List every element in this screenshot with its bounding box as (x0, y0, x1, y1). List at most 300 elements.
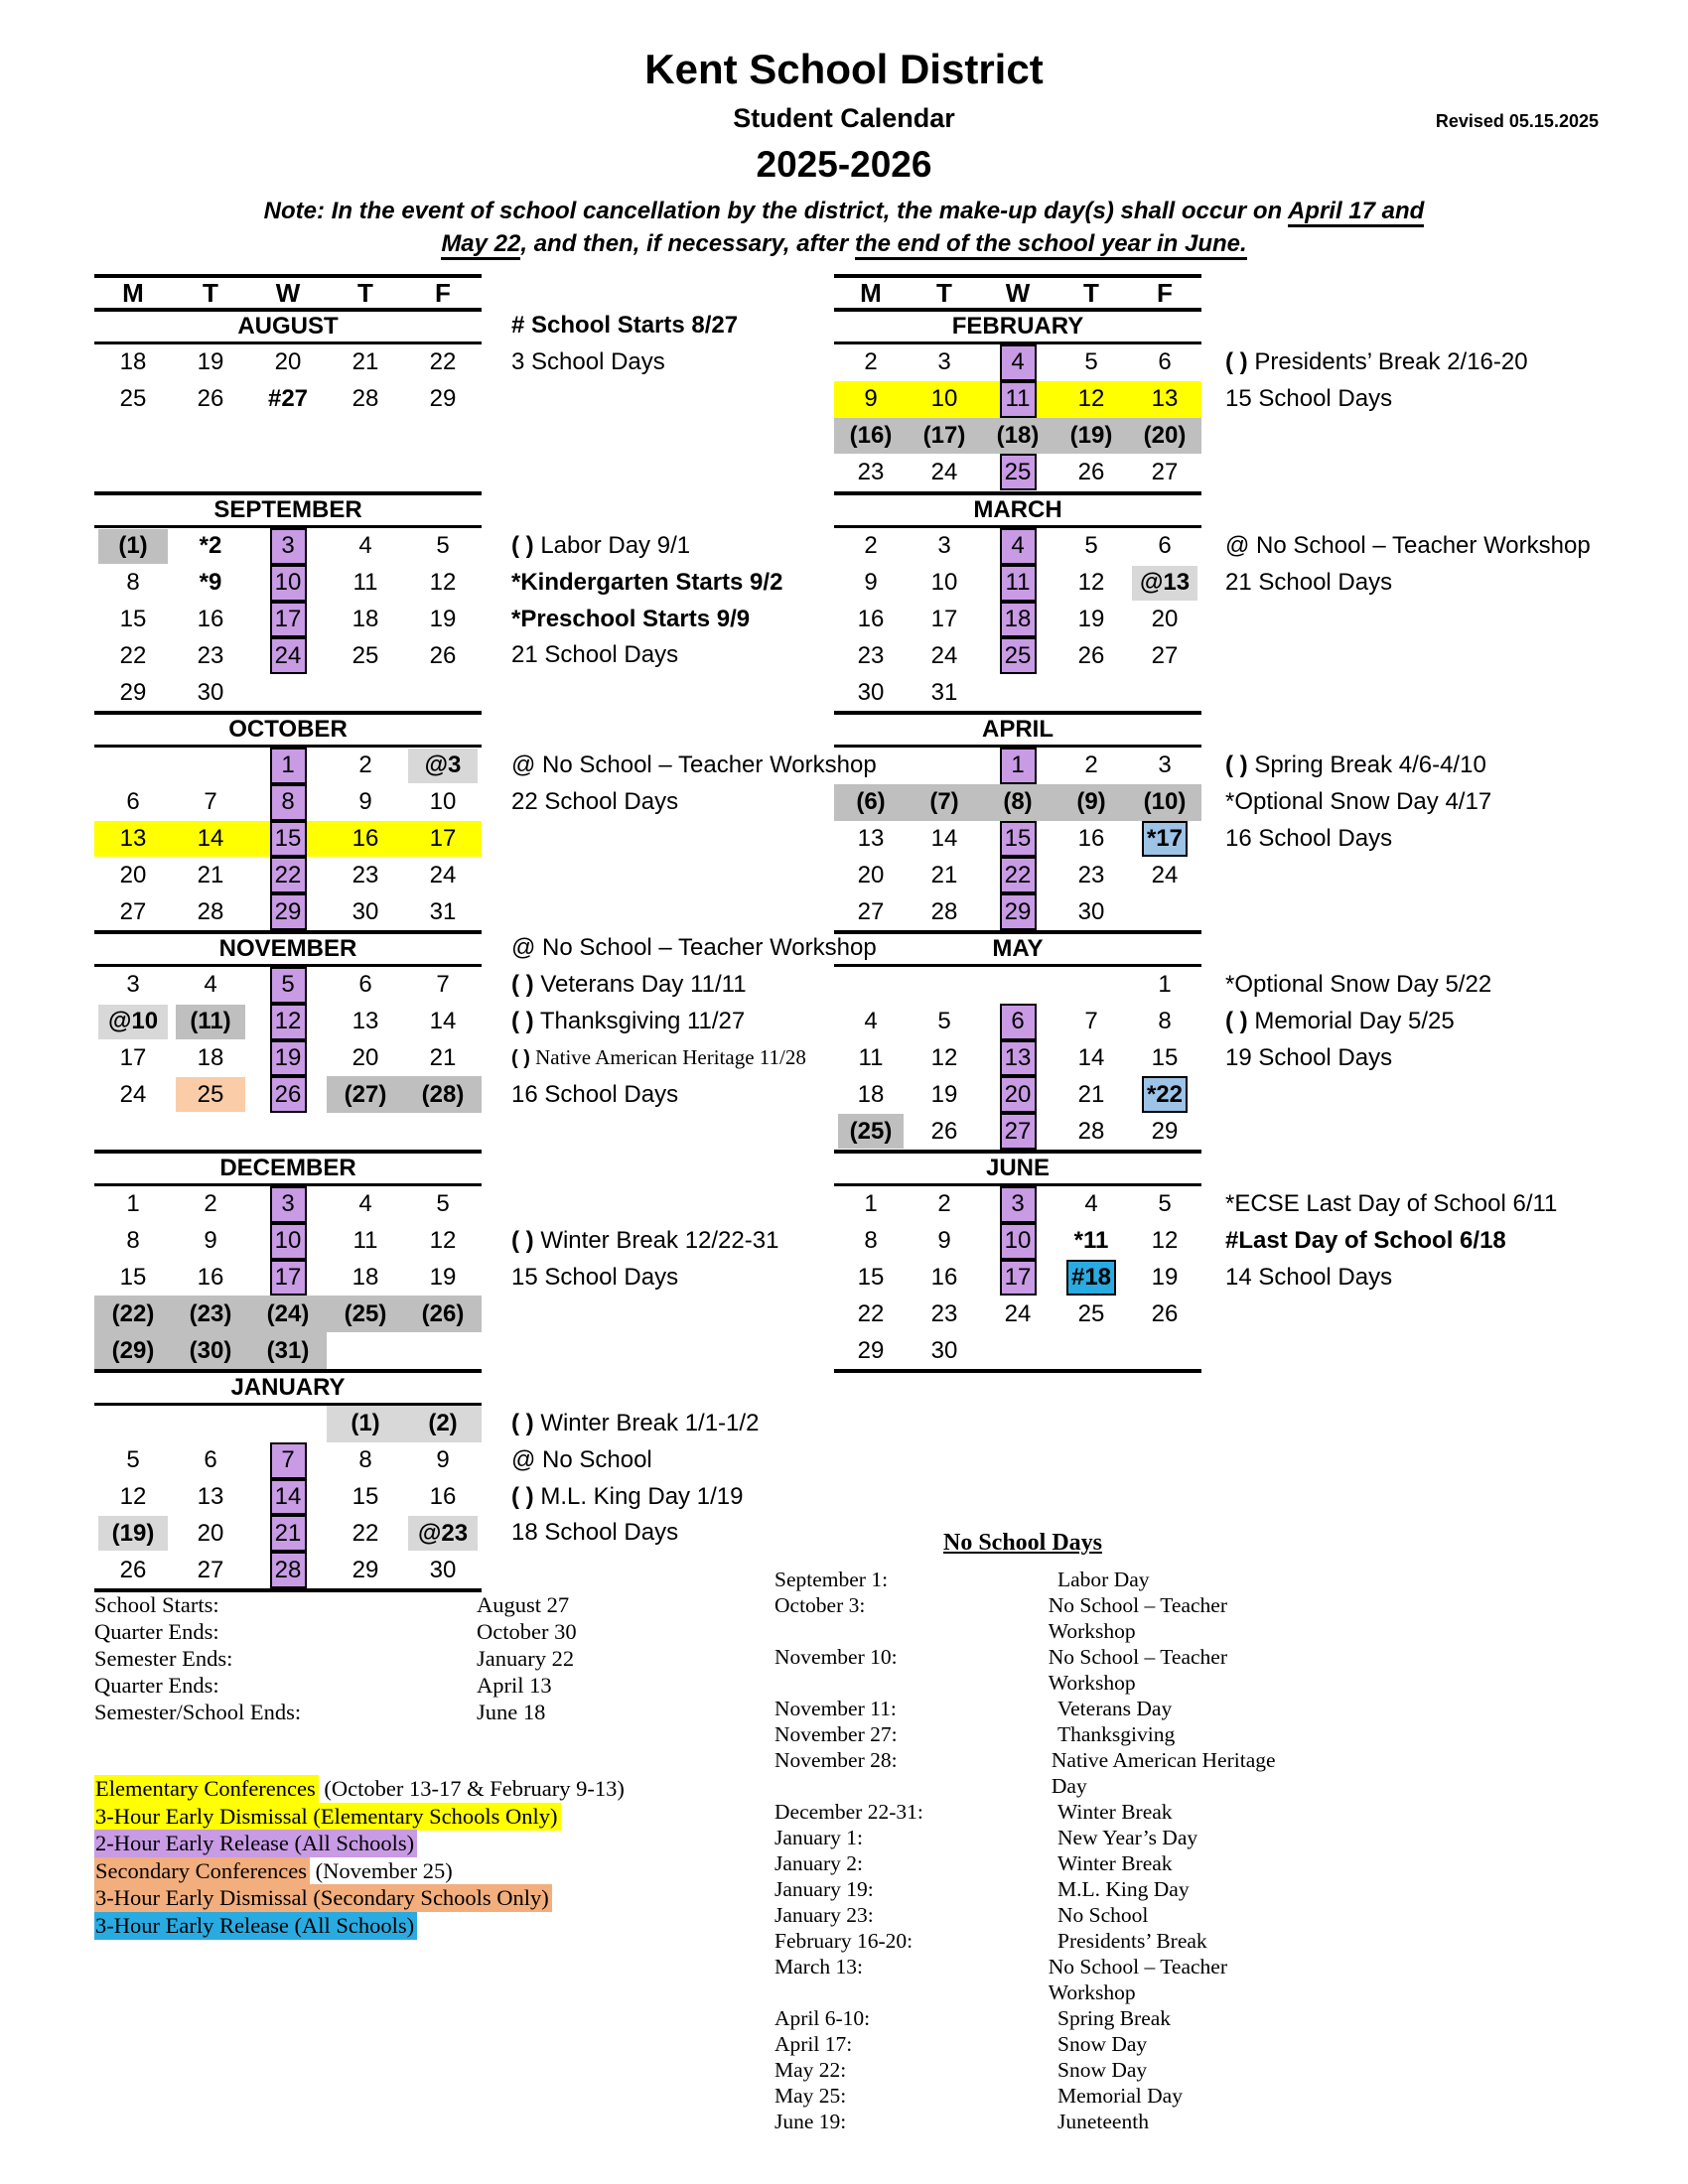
day-cell (1055, 1296, 1128, 1332)
day-cell (908, 418, 981, 455)
day-cell (327, 381, 404, 418)
no-school-date: March 13: (774, 1955, 863, 1979)
day-number: 7 (1084, 1008, 1098, 1035)
month-title: FEBRUARY (834, 308, 1201, 344)
month-note: 21 School Days (1225, 568, 1393, 596)
week-row (834, 1296, 1201, 1332)
no-school-date: February 16-20: (774, 1929, 914, 1953)
no-school-date: January 1: (774, 1826, 863, 1849)
day-number: 20 (197, 1519, 224, 1547)
day-cell (249, 1406, 327, 1442)
day-cell (1055, 967, 1128, 1004)
key-date-label: Quarter Ends: (94, 1619, 219, 1644)
day-cell (327, 967, 404, 1004)
day-cell (1128, 1296, 1201, 1332)
day-number: *11 (1073, 1227, 1109, 1255)
day-number: 20 (352, 1043, 379, 1071)
month-note: *ECSE Last Day of School 6/11 (1225, 1190, 1558, 1217)
day-number: 7 (204, 788, 217, 816)
week-row (834, 967, 1201, 1004)
note-rest: Presidents’ Break 2/16-20 (1247, 348, 1528, 375)
day-cell (172, 1515, 249, 1552)
day-cell (327, 637, 404, 674)
highlight-chip: *22 (1142, 1076, 1188, 1113)
month-notes (511, 930, 877, 1150)
day-cell (1128, 454, 1201, 490)
day-cell (908, 1186, 981, 1223)
underlined-text: May 22 (441, 230, 520, 260)
day-cell (834, 1076, 908, 1113)
day-cell (327, 1076, 404, 1113)
no-school-date: January 23: (774, 1903, 874, 1927)
day-number: 30 (930, 1336, 958, 1364)
day-cell (94, 821, 172, 858)
key-date-label: Quarter Ends: (94, 1673, 219, 1698)
highlight-chip: 17 (270, 602, 307, 638)
legend-item (94, 1775, 774, 1803)
day-cell (834, 1004, 908, 1040)
day-cell (1055, 1076, 1128, 1113)
month-september (94, 491, 834, 711)
key-date-value: October 30 (477, 1619, 577, 1644)
day-number: 22 (429, 348, 457, 376)
day-number: 18 (857, 1080, 885, 1108)
day-number: 22 (857, 1299, 885, 1327)
week-row (834, 821, 1201, 858)
week-row (834, 344, 1201, 381)
day-cell (249, 1515, 327, 1552)
day-number: 2 (864, 348, 878, 376)
week-row (834, 893, 1201, 930)
day-cell (908, 857, 981, 893)
day-cell (981, 381, 1055, 418)
day-cell (1128, 637, 1201, 674)
key-date-label: Semester/School Ends: (94, 1700, 302, 1724)
day-cell (404, 748, 482, 784)
highlight-chip: 4 (1000, 344, 1037, 381)
day-number: 13 (352, 1008, 379, 1035)
month-notes (1225, 711, 1688, 930)
day-cell (94, 1479, 172, 1516)
month-rows (834, 967, 1201, 1150)
day-cell (908, 381, 981, 418)
day-cell (249, 821, 327, 858)
day-number: 18 (352, 1263, 379, 1291)
month-note: @ No School (511, 1445, 652, 1473)
week-row (834, 565, 1201, 602)
day-cell (908, 1260, 981, 1297)
day-cell (404, 344, 482, 381)
no-school-day-row (774, 1644, 1311, 1696)
day-cell (94, 565, 172, 602)
day-cell (94, 637, 172, 674)
day-cell (981, 893, 1055, 930)
day-cell (404, 1223, 482, 1260)
day-number: 15 (119, 605, 147, 632)
day-number: 26 (119, 1556, 147, 1583)
week-row (94, 381, 482, 418)
day-cell (249, 1479, 327, 1516)
day-number: 8 (126, 1227, 140, 1255)
day-number: 13 (1151, 385, 1179, 413)
day-number: 18 (352, 605, 379, 632)
month-table (94, 1369, 482, 1592)
day-cell (908, 967, 981, 1004)
day-number: 24 (930, 641, 958, 669)
day-number: 4 (358, 1190, 372, 1218)
day-number: (2) (428, 1410, 458, 1437)
day-cell (249, 602, 327, 638)
no-school-day-row (774, 2109, 1311, 2134)
day-number: 9 (864, 385, 878, 413)
no-school-reason: No School – Teacher Workshop (1048, 1955, 1227, 2004)
key-date-value: June 18 (477, 1700, 546, 1724)
note-rest: Winter Break 1/1-1/2 (533, 1410, 760, 1436)
day-cell (249, 565, 327, 602)
no-school-date: November 28: (774, 1748, 898, 1772)
day-cell (404, 1296, 482, 1332)
week-row (94, 1004, 482, 1040)
month-note: *Optional Snow Day 5/22 (1225, 971, 1492, 998)
no-school-date: November 27: (774, 1722, 898, 1746)
month-note: ( ) Thanksgiving 11/27 (511, 1007, 746, 1034)
month-note: *Optional Snow Day 4/17 (1225, 787, 1492, 815)
day-number: 27 (1151, 458, 1179, 485)
weekday-label: F (435, 278, 451, 308)
week-row (834, 1260, 1201, 1297)
day-number: 29 (429, 385, 457, 413)
day-number: (30) (189, 1336, 232, 1364)
day-cell (1128, 857, 1201, 893)
day-cell (981, 748, 1055, 784)
day-cell (172, 821, 249, 858)
day-number: (1) (351, 1410, 380, 1437)
day-cell (249, 748, 327, 784)
weekday-label: T (357, 278, 373, 308)
day-number: 5 (436, 532, 450, 560)
day-cell (249, 784, 327, 821)
day-cell (834, 528, 908, 565)
month-table (94, 1150, 482, 1369)
day-number: 16 (352, 824, 379, 852)
weekday-label: T (1083, 278, 1099, 308)
day-cell (172, 637, 249, 674)
day-number: 27 (857, 897, 885, 925)
key-dates-and-legend (94, 1591, 774, 2134)
month-title: NOVEMBER (94, 930, 482, 967)
note-rest: Winter Break 12/22-31 (533, 1226, 779, 1254)
day-number: 19 (1077, 605, 1105, 632)
day-number: 17 (930, 605, 958, 632)
day-cell (94, 784, 172, 821)
month-note: 21 School Days (511, 641, 679, 669)
day-number: 25 (1077, 1299, 1105, 1327)
day-number: @10 (107, 1008, 159, 1035)
highlight-chip: 1 (270, 748, 307, 784)
day-cell (172, 1442, 249, 1479)
day-cell (1128, 1332, 1201, 1369)
no-school-date: May 25: (774, 2084, 847, 2108)
day-number: 23 (857, 641, 885, 669)
day-number: 5 (1158, 1190, 1172, 1218)
weekday-label: T (936, 278, 952, 308)
day-cell (94, 1406, 172, 1442)
month-note: ( ) Presidents’ Break 2/16-20 (1225, 348, 1528, 375)
day-cell (249, 1332, 327, 1369)
school-year: 2025-2026 (756, 144, 932, 185)
day-number: 31 (930, 678, 958, 706)
day-number: 2 (864, 532, 878, 560)
day-number: 9 (864, 569, 878, 597)
month-table (834, 930, 1201, 1150)
legend-item (94, 1912, 774, 1940)
day-number: 26 (1077, 458, 1105, 485)
month-notes (1225, 308, 1688, 491)
month-april (834, 711, 1688, 930)
month-rows (94, 528, 482, 711)
day-number: (9) (1076, 788, 1106, 816)
day-cell (94, 1223, 172, 1260)
month-june (834, 1150, 1688, 1369)
day-cell (94, 602, 172, 638)
calendar-column-right (834, 274, 1688, 1588)
day-cell (1055, 637, 1128, 674)
day-cell (1128, 1186, 1201, 1223)
day-cell (327, 784, 404, 821)
day-number: 17 (119, 1043, 147, 1071)
subtitle: Student Calendar (733, 103, 955, 133)
day-cell (981, 602, 1055, 638)
day-cell (1055, 1113, 1128, 1150)
day-cell (981, 1186, 1055, 1223)
highlight-chip: 10 (270, 565, 307, 602)
highlight-chip: 25 (1000, 637, 1037, 674)
day-number: (25) (344, 1299, 387, 1327)
week-row (834, 748, 1201, 784)
day-number: 11 (352, 1227, 378, 1255)
day-number: 1 (1158, 971, 1172, 999)
no-school-reason: No School – Teacher Workshop (1048, 1645, 1227, 1695)
day-number: 19 (429, 605, 457, 632)
highlight-chip: 13 (1000, 1040, 1037, 1077)
day-number: 9 (937, 1227, 951, 1255)
month-table (94, 308, 482, 491)
day-cell (981, 344, 1055, 381)
day-cell (249, 1223, 327, 1260)
day-number: 22 (119, 641, 147, 669)
week-row (834, 1040, 1201, 1077)
day-cell (404, 1260, 482, 1297)
month-note: 19 School Days (1225, 1043, 1393, 1071)
week-row (94, 674, 482, 711)
day-cell (94, 1040, 172, 1077)
no-school-date: May 22: (774, 2058, 847, 2082)
month-notes (1225, 930, 1688, 1150)
day-number: 5 (1084, 348, 1098, 376)
day-number: (18) (996, 421, 1040, 449)
day-number: 6 (1158, 348, 1172, 376)
day-cell (404, 821, 482, 858)
day-number: 15 (857, 1263, 885, 1291)
highlight-chip: 11 (1000, 565, 1037, 602)
month-note: *Kindergarten Starts 9/2 (511, 568, 783, 596)
day-cell (834, 1296, 908, 1332)
day-cell (834, 565, 908, 602)
week-row (94, 857, 482, 893)
day-cell (172, 381, 249, 418)
day-number: 31 (429, 897, 457, 925)
calendar-area (0, 274, 1688, 1588)
day-number: 30 (197, 678, 224, 706)
no-school-day-row (774, 2057, 1311, 2083)
no-school-day-row (774, 1799, 1311, 1825)
week-row (94, 637, 482, 674)
month-title: JANUARY (94, 1369, 482, 1406)
day-cell (404, 967, 482, 1004)
month-table (834, 491, 1201, 711)
month-title: MAY (834, 930, 1201, 967)
day-cell (172, 784, 249, 821)
highlight-chip: 10 (270, 1223, 307, 1260)
day-number: 12 (429, 569, 457, 597)
month-note: 16 School Days (1225, 824, 1393, 852)
week-row (94, 967, 482, 1004)
day-cell (834, 1186, 908, 1223)
day-number: 30 (1077, 897, 1105, 925)
highlight-chip: 29 (1000, 893, 1037, 930)
highlight-chip: 24 (270, 637, 307, 674)
highlight-chip: 22 (1000, 857, 1037, 893)
no-school-reason: Labor Day (1057, 1568, 1150, 1591)
no-school-days-section (774, 1530, 1311, 2134)
day-cell (172, 1186, 249, 1223)
highlight-chip: #18 (1066, 1260, 1116, 1297)
day-cell (94, 1004, 172, 1040)
note-rest: Native American Heritage 11/28 (529, 1045, 806, 1070)
day-cell (834, 1040, 908, 1077)
weekday-label: T (203, 278, 218, 308)
no-school-day-row (774, 1696, 1311, 1721)
day-number: 4 (1084, 1190, 1098, 1218)
highlight-chip: 18 (1000, 602, 1037, 638)
no-school-date: April 17: (774, 2032, 853, 2056)
day-cell (172, 674, 249, 711)
day-cell (1055, 381, 1128, 418)
no-school-day-row (774, 2005, 1311, 2031)
day-number: 12 (1151, 1227, 1179, 1255)
calendar-column-left (94, 274, 877, 1588)
no-school-day-row (774, 1954, 1311, 2005)
no-school-day-row (774, 1902, 1311, 1928)
week-row (834, 1186, 1201, 1223)
month-notes (1225, 1150, 1688, 1373)
day-cell (404, 1004, 482, 1040)
day-number: 2 (937, 1190, 951, 1218)
no-school-date: January 2: (774, 1851, 863, 1875)
day-cell (327, 1479, 404, 1516)
day-number: @13 (1139, 569, 1191, 597)
note-text: , and then, if necessary, after (520, 230, 855, 257)
day-number: 29 (857, 1336, 885, 1364)
week-row (94, 1076, 482, 1113)
day-cell (908, 821, 981, 858)
day-cell (908, 784, 981, 821)
month-note: ( ) Veterans Day 11/11 (511, 970, 747, 998)
no-school-day-row (774, 1721, 1311, 1747)
no-school-date: September 1: (774, 1568, 889, 1591)
day-number: 12 (1077, 385, 1105, 413)
day-number: 10 (429, 788, 457, 816)
day-number: 30 (429, 1556, 457, 1583)
day-cell (834, 381, 908, 418)
day-cell (1128, 528, 1201, 565)
month-notes (511, 308, 834, 491)
day-cell (327, 1223, 404, 1260)
month-note: 3 School Days (511, 347, 665, 375)
highlight-chip: 25 (1000, 454, 1037, 490)
day-cell (834, 1113, 908, 1150)
legend-highlight: 2-Hour Early Release (All Schools) (94, 1830, 417, 1857)
day-number: 14 (197, 824, 224, 852)
day-cell (94, 674, 172, 711)
no-school-date: October 3: (774, 1593, 866, 1617)
day-number: 24 (1151, 861, 1179, 888)
month-rows (94, 1186, 482, 1369)
day-cell (404, 1076, 482, 1113)
week-row (834, 1332, 1201, 1369)
day-cell (1055, 565, 1128, 602)
day-cell (172, 1296, 249, 1332)
day-cell (1128, 784, 1201, 821)
day-number: 10 (930, 569, 958, 597)
day-cell (908, 674, 981, 711)
day-number: 26 (429, 641, 457, 669)
day-number: 23 (857, 458, 885, 485)
month-title: APRIL (834, 711, 1201, 748)
day-cell (981, 1223, 1055, 1260)
day-number: 4 (358, 532, 372, 560)
day-cell (172, 602, 249, 638)
day-cell (172, 857, 249, 893)
highlight-chip: 21 (270, 1515, 307, 1552)
highlight-chip: 20 (1000, 1076, 1037, 1113)
underlined-text: April 17 and (1288, 198, 1424, 227)
day-cell (172, 1479, 249, 1516)
day-cell (94, 1186, 172, 1223)
day-number: (29) (111, 1336, 155, 1364)
day-cell (1055, 748, 1128, 784)
day-number: 14 (429, 1008, 457, 1035)
day-cell (834, 1223, 908, 1260)
month-title: MARCH (834, 491, 1201, 528)
day-cell (327, 857, 404, 893)
day-number: 9 (358, 788, 372, 816)
day-cell (327, 602, 404, 638)
day-cell (404, 857, 482, 893)
highlight-chip: 8 (270, 784, 307, 821)
day-cell (834, 1332, 908, 1369)
week-row (834, 1113, 1201, 1150)
day-cell (1128, 344, 1201, 381)
month-notes (1225, 491, 1688, 711)
day-cell (172, 528, 249, 565)
no-school-date: January 19: (774, 1877, 874, 1901)
month-august (94, 308, 834, 491)
week-row (834, 637, 1201, 674)
day-number: 22 (352, 1519, 379, 1547)
day-cell (908, 893, 981, 930)
day-number: 16 (857, 605, 885, 632)
